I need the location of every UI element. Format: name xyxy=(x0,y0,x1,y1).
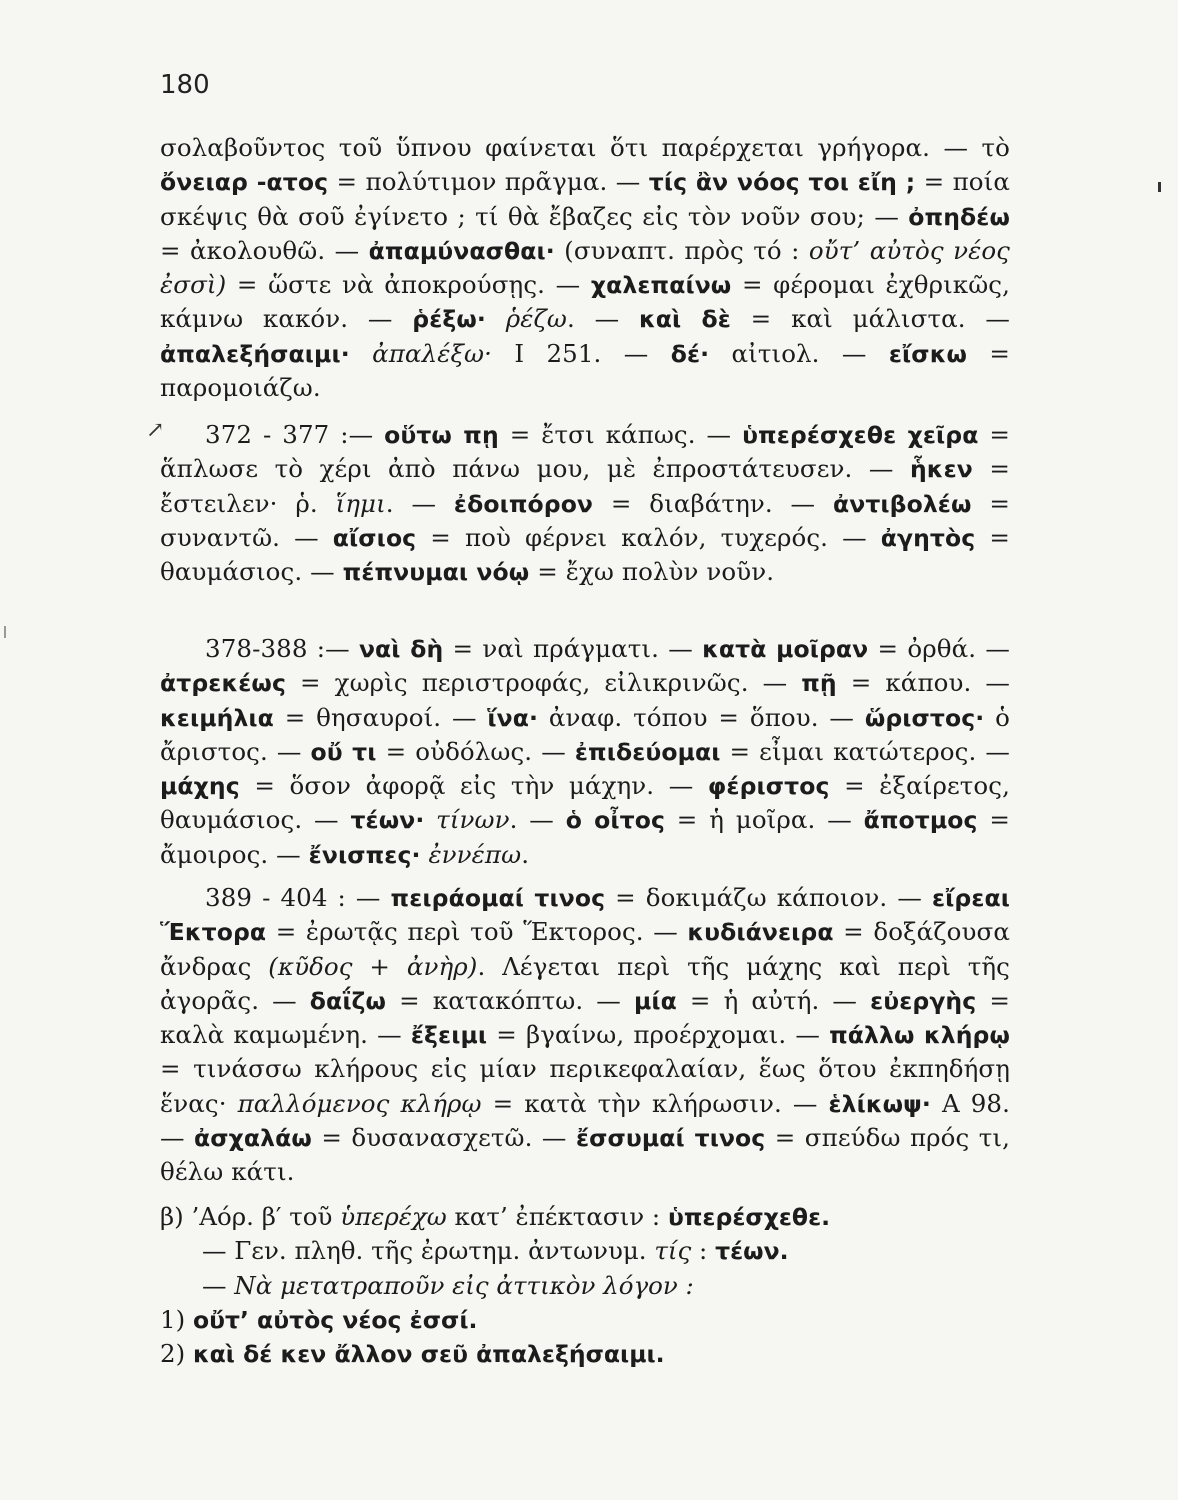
headword: ἧκεν xyxy=(909,455,973,484)
headword: μία xyxy=(633,986,677,1015)
text-run: = ὅσον ἀφορᾷ εἰς τὴν μάχην. — xyxy=(239,771,708,801)
text-run: = κάπου. — xyxy=(836,668,1010,698)
text-run xyxy=(486,304,506,333)
headword: χαλεπαίνω xyxy=(590,271,732,300)
text-run: = ἄμοιρος. — xyxy=(160,805,1011,869)
text-run: = τινάσσω κλήρους εἰς μίαν περικεφαλαίαν, ἕως ὅτου ἐκπηδήσῃ ἕνας· xyxy=(160,1054,1010,1118)
text-run: = ἔτσι κάπως. — xyxy=(498,420,743,449)
text-run: = βγαίνω, προέρχομαι. — xyxy=(487,1020,830,1050)
text-run: : xyxy=(691,1236,716,1266)
headword: αἴσιος xyxy=(332,523,417,552)
headword: δαΐζω xyxy=(309,986,387,1015)
headword: ἀπαμύνασθαι· xyxy=(368,236,555,265)
text-run: = χωρὶς περιστροφάς, εἰλικρινῶς. — xyxy=(285,668,802,698)
headword: εἴσκω xyxy=(888,339,968,368)
text-run: (συναπτ. πρὸς τό : xyxy=(554,235,809,265)
text-run: 2) xyxy=(160,1339,193,1369)
text-run: = καλὰ καμωμένη. — xyxy=(160,985,1010,1050)
text-run: = θησαυροί. — xyxy=(273,702,488,732)
italic-text: ἀπαλέξω· xyxy=(372,338,493,368)
headword: ἀγητὸς xyxy=(880,523,976,552)
margin-tick-mark xyxy=(1158,182,1161,192)
headword: μάχης xyxy=(160,772,240,801)
text-run: = δοξάζουσα ἄνδρας xyxy=(160,917,1010,981)
text-run: αἰτιολ. — xyxy=(709,338,889,368)
text-run: = δοκιμάζω κάποιον. — xyxy=(605,883,932,912)
text-run: = ποὺ φέρνει καλόν, τυχερός. — xyxy=(416,522,881,552)
headword: τέων· xyxy=(350,806,425,835)
headword: ἵνα· xyxy=(487,703,539,732)
text-run: = ἐξαίρετος, θαυμάσιος. — xyxy=(160,771,1010,835)
headword: ἀπαλεξήσαιμι· xyxy=(160,339,350,368)
text-run: — Γεν. πληθ. τῆς ἐρωτημ. ἀντωνυμ. xyxy=(202,1236,655,1266)
note-line xyxy=(160,1337,1010,1371)
text-run: = ἡ αὐτή. — xyxy=(676,985,871,1015)
text-run: = ὥστε νὰ ἀποκρούσῃς. — xyxy=(226,270,591,300)
headword: φέριστος xyxy=(707,772,830,801)
headword: ὥριστος· xyxy=(864,703,985,732)
note-line xyxy=(160,1303,1010,1337)
headword: ἔξειμι xyxy=(410,1021,488,1050)
headword: κατὰ μοῖραν xyxy=(702,635,869,663)
text-run: Α 98. — xyxy=(160,1088,1010,1153)
italic-text: ὑπερέχω xyxy=(340,1202,447,1231)
text-run: 378-388 :— xyxy=(205,634,359,663)
headword: ἀντιβολέω xyxy=(832,489,972,518)
headword: ὀπηδέω xyxy=(908,202,1010,231)
headword: ῥέξω· xyxy=(412,305,486,334)
headword: ὄνειαρ -ατος xyxy=(160,168,329,197)
text-run: ὁ ἄριστος. — xyxy=(160,702,1010,766)
italic-text: ἵημι xyxy=(335,488,386,518)
headword: εὐεργὴς xyxy=(870,986,977,1015)
headword: ἀσχαλάω xyxy=(194,1124,312,1153)
page-number: 180 xyxy=(160,70,210,100)
text-run: = συναντῶ. — xyxy=(160,488,1010,552)
headword: ἔνισπες· xyxy=(308,840,421,869)
headword: κειμήλια xyxy=(160,703,274,732)
italic-text: ῥέζω xyxy=(505,304,567,334)
text-run: = ἔστειλεν· ῥ. xyxy=(160,454,1010,518)
headword: τέων. xyxy=(715,1237,789,1266)
text-run: = πολύτιμον πρᾶγμα. — xyxy=(328,167,649,197)
headword: ἐπιδεύομαι xyxy=(574,737,721,766)
text-run: = οὐδόλως. — xyxy=(376,736,575,766)
headword: ἐδοιπόρον xyxy=(453,489,594,518)
headword: οὕτω πῃ xyxy=(384,421,499,449)
headword: καὶ δέ κεν ἄλλον σεῦ ἀπαλεξήσαιμι. xyxy=(192,1340,665,1369)
text-run: = θαυμάσιος. — xyxy=(160,522,1010,587)
text-run: = παρομοιάζω. xyxy=(160,338,1010,403)
text-run xyxy=(350,339,372,368)
text-run: = ἐρωτᾷς περὶ τοῦ Ἕκτορος. — xyxy=(266,917,688,947)
headword: ὑπερέσχεθε χεῖρα xyxy=(742,421,979,449)
text-run: — xyxy=(202,1270,235,1300)
grammar-notes xyxy=(160,1200,1010,1371)
headword: ἔσσυμαί τινος xyxy=(575,1124,766,1153)
headword: δέ· xyxy=(670,339,710,368)
text-run: = κατακόπτω. — xyxy=(386,985,634,1015)
margin-scan-mark xyxy=(4,626,6,638)
headword: τίς ἂν νόος τοι εἴη ; xyxy=(648,168,916,197)
text-run: 389 - 404 : — xyxy=(205,883,391,912)
text-run: = ἔχω πολὺν νοῦν. xyxy=(529,557,775,587)
headword: οὔτ’ αὐτὸς νέος ἐσσί. xyxy=(192,1305,478,1334)
text-run: = σπεύδω πρός τι, θέλω κάτι. xyxy=(160,1123,1010,1187)
text-run: = φέρομαι ἐχθρικῶς, κάμνω κακόν. — xyxy=(160,270,1010,334)
headword: ὑπερέσχεθε. xyxy=(667,1203,831,1231)
text-run: σολαβοῦντος τοῦ ὕπνου φαίνεται ὅτι παρέρχεται γρήγορα. — τὸ xyxy=(160,133,1010,162)
text-run: 1) xyxy=(160,1304,193,1334)
note-line xyxy=(160,1234,1010,1268)
headword: πῇ xyxy=(801,669,837,698)
text-run: = καὶ μάλιστα. — xyxy=(730,304,1011,334)
text-run: = ἡ μοῖρα. — xyxy=(665,805,864,835)
text-run: = δυσανασχετῶ. — xyxy=(311,1123,576,1153)
text-run: ἀναφ. τόπου = ὅπου. — xyxy=(538,702,865,732)
commentary-paragraph-intro xyxy=(160,131,1010,405)
italic-text: τίνων xyxy=(436,805,510,835)
headword: καὶ δὲ xyxy=(638,305,731,334)
text-run: = ἀκολουθῶ. — xyxy=(160,235,369,265)
headword: ἑλίκωψ· xyxy=(828,1089,931,1118)
text-run: κατ’ ἐπέκτασιν : xyxy=(446,1202,668,1231)
text-run: = ποία σκέψις θὰ σοῦ ἐγίνετο ; τί θὰ ἔβαζες εἰς τὸν νοῦν σου; — xyxy=(160,167,1010,231)
text-run: = εἶμαι κατώτερος. — xyxy=(720,736,1010,766)
headword: ἄποτμος xyxy=(863,806,978,835)
margin-mark-icon: ↗ xyxy=(146,418,165,443)
italic-text: τίς xyxy=(654,1236,692,1266)
headword: εἴρεαι Ἕκτορα xyxy=(160,884,1010,947)
headword: ναὶ δὴ xyxy=(358,635,444,663)
italic-text: ἐννέπω xyxy=(428,839,522,869)
text-run: = διαβάτην. — xyxy=(593,488,833,518)
text-run: 372 - 377 :— xyxy=(205,420,385,449)
headword: ἀτρεκέως xyxy=(160,669,286,698)
note-line xyxy=(160,1269,1010,1303)
text-run: = κατὰ τὴν κλήρωσιν. — xyxy=(481,1088,829,1118)
text-run xyxy=(424,805,436,834)
note-line xyxy=(160,1200,1010,1234)
commentary-paragraph-372-377 xyxy=(160,418,1010,589)
headword: ὁ οἶτος xyxy=(565,806,666,835)
headword: οὔ τι xyxy=(310,737,377,766)
text-run: . — xyxy=(509,805,566,835)
text-run: Ι 251. — xyxy=(492,338,671,368)
text-run: . — xyxy=(385,488,454,518)
commentary-paragraph-378-388 xyxy=(160,632,1010,872)
text-run: . — xyxy=(566,304,639,334)
text-run: . Λέγεται περὶ τῆς μάχης καὶ περὶ τῆς ἀγορᾶς. — xyxy=(160,951,1010,1015)
italic-text: παλλόμενος κλήρῳ xyxy=(237,1088,482,1118)
italic-text: (κῦδος + ἀνὴρ) xyxy=(268,951,478,981)
text-run: . xyxy=(521,839,530,869)
text-run: = ὀρθά. — xyxy=(868,634,1010,663)
headword: πέπνυμαι νόῳ xyxy=(342,558,530,587)
italic-text: Νὰ μετατραποῦν εἰς ἀττικὸν λόγον : xyxy=(234,1270,694,1300)
text-run: β) ’Αόρ. β′ τοῦ xyxy=(160,1202,341,1231)
text-run: = ναὶ πράγματι. — xyxy=(443,634,703,663)
headword: πειράομαί τινος xyxy=(390,884,606,912)
commentary-paragraph-389-404 xyxy=(160,881,1010,1190)
italic-text: οὔτ’ αὐτὸς νέος ἐσσὶ) xyxy=(160,235,1010,300)
text-run: = ἅπλωσε τὸ χέρι ἀπὸ πάνω μου, μὲ ἐπροστάτευσεν. — xyxy=(160,420,1010,484)
headword: πάλλω κλήρῳ xyxy=(829,1021,1010,1050)
headword: κυδιάνειρα xyxy=(687,918,834,947)
